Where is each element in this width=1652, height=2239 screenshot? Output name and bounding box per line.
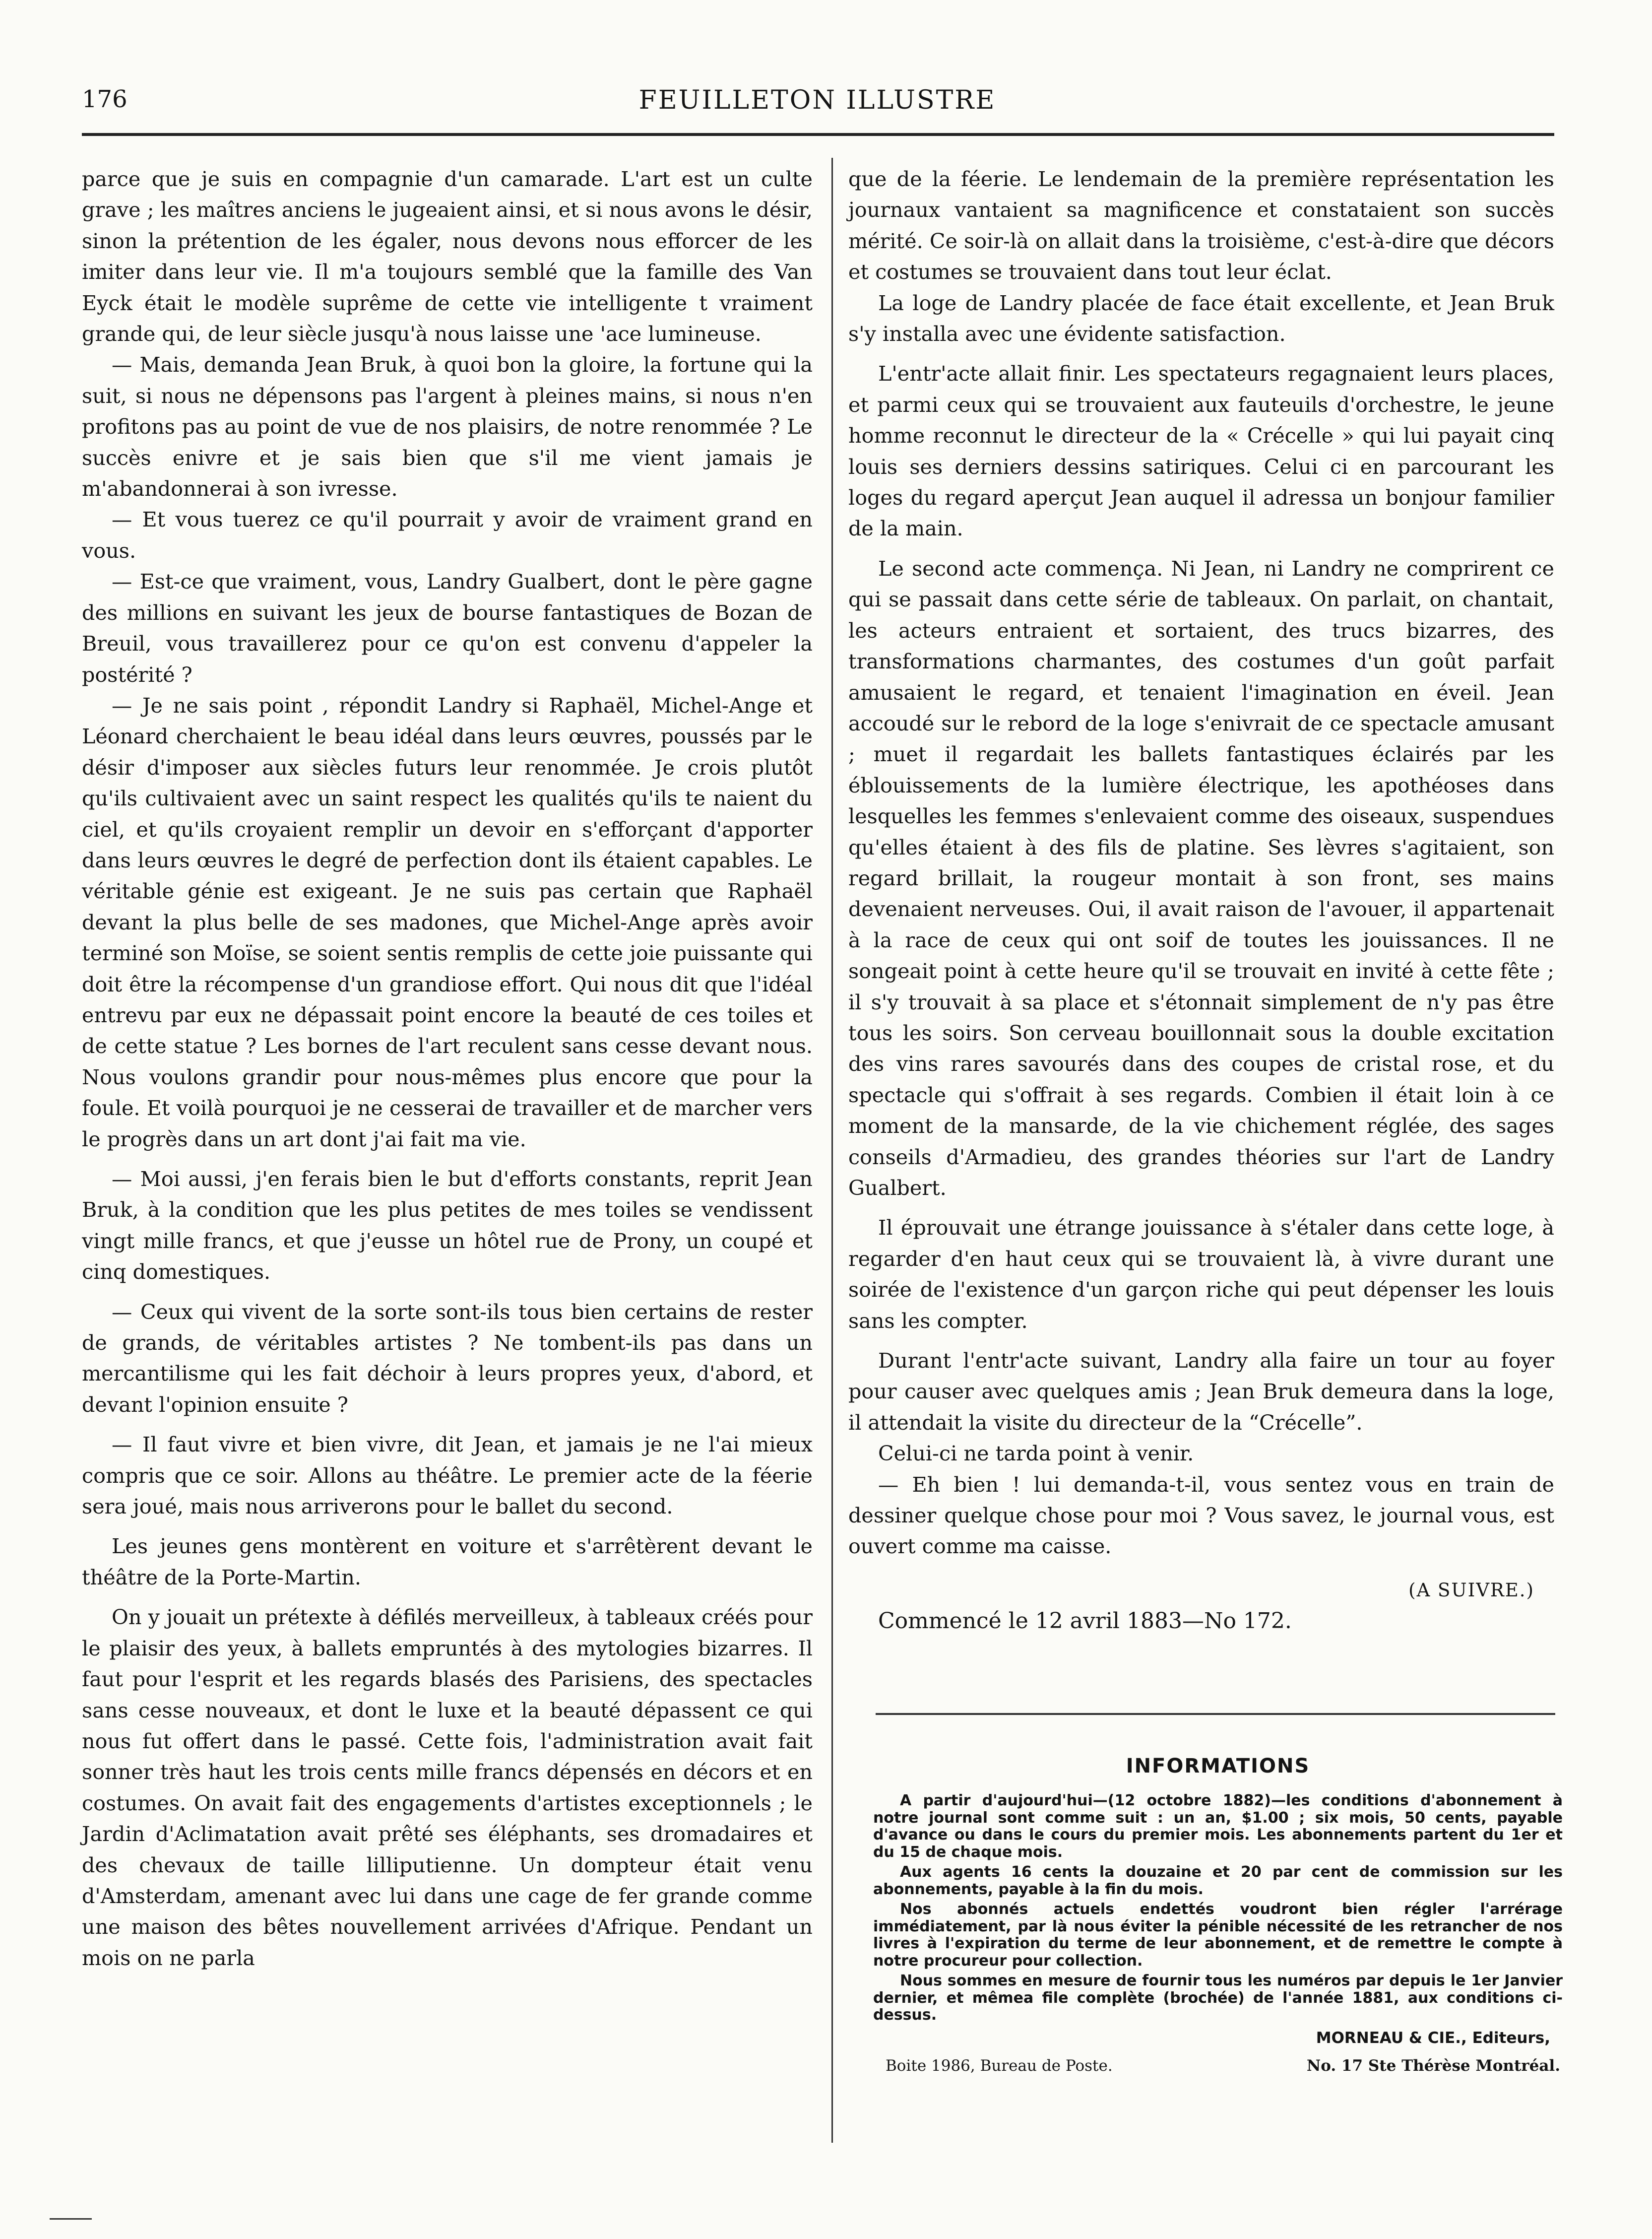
street-address: No. 17 Ste Thérèse Montréal. xyxy=(1306,2056,1560,2075)
paragraph: Celui-ci ne tarda point à venir. xyxy=(878,1442,1194,1466)
paragraph: Durant l'entr'acte suivant, Landry alla faire un tour au foyer pour causer avec quelques amis ; Jean Bruk demeura dans la loge, il attendait la visite du directeur de la “Crécelle”. xyxy=(848,1349,1554,1435)
paragraph: — Je ne sais point , répondit Landry si Raphaël, Michel-Ange et Léonard cherchaient le beau idéal dans leurs œuvres, poussés par le désir d'imposer aux siècles futurs leur renommée. Je crois plutôt qu'ils cultivaient avec un saint respect les qualités qu'ils te naient du ciel, et qu'ils croyaient remplir un devoir en s'efforçant d'apporter dans leurs œuvres le degré de perfection dont ils étaient capables. Le véritable génie est exigeant. Je ne suis pas certain que Raphaël devant la plus belle de ses madones, que Michel-Ange après avoir terminé son Moïse, se soient sentis remplis de cette joie puissante qui doit être la récompense d'un grandiose effort. Qui nous dit que l'idéal entrevu par eux ne dépassait point encore la beauté de ces toiles et de cette statue ? Les bornes de l'art reculent sans cesse devant nous. Nous voulons grandir pour nous-mêmes plus encore que pour la foule. Et voilà pourquoi je ne cesserai de travailler et de marcher vers le progrès dans un art dont j'ai fait ma vie. xyxy=(82,693,813,1151)
page-number: 176 xyxy=(82,85,127,113)
informations-title: INFORMATIONS xyxy=(1126,1755,1310,1778)
address-footer xyxy=(873,2057,1563,2075)
column-divider xyxy=(831,158,833,2143)
left-column xyxy=(82,164,813,1974)
info-paragraph: Aux agents 16 cents la douzaine et 20 par cent de commission sur les abonnements, payable à la fin du mois. xyxy=(873,1863,1563,1898)
started-note: Commencé le 12 avril 1883—No 172. xyxy=(878,1608,1292,1634)
info-paragraph: Nos abonnés actuels endettés voudront bien régler l'arrérage immédiatement, par là nous éviter la pénible nécessité de les retrancher de nos livres à l'expiration du terme de leur abonnement, et de remettre le compte à notre procureur pour collection. xyxy=(873,1901,1563,1970)
paragraph: — Est-ce que vraiment, vous, Landry Gualbert, dont le père gagne des millions en suivant les jeux de bourse fantastiques de Bozan de Breuil, vous travaillerez pour ce qu'on est convenu d'appeler la postérité ? xyxy=(82,570,813,687)
paragraph: Les jeunes gens montèrent en voiture et s'arrêtèrent devant le théâtre de la Porte-Martin. xyxy=(82,1534,813,1589)
page-header xyxy=(82,85,1553,125)
header-rule xyxy=(82,133,1554,136)
paragraph: — Ceux qui vivent de la sorte sont-ils tous bien certains de rester de grands, de véritables artistes ? Ne tombent-ils pas dans un mercantilisme qui les fait déchoir à leurs propres yeux, d'abord, et devant l'opinion ensuite ? xyxy=(82,1300,813,1417)
paragraph: que de la féerie. Le lendemain de la première représentation les journaux vantaient sa magnificence et constataient son succès mérité. Ce soir-là on allait dans la troisième, c'est-à-dire que décors et costumes se trouvaient dans tout leur éclat. xyxy=(848,167,1554,284)
section-separator xyxy=(876,1713,1555,1715)
paragraph: parce que je suis en compagnie d'un camarade. L'art est un culte grave ; les maîtres anciens le jugeaient ainsi, et si nous avons le désir, sinon la prétention de les égaler, nous devons nous efforcer de les imiter dans leur vie. Il m'a toujours semblé que la famille des Van Eyck était le modèle suprême de cette vie intelligente t vraiment grande qui, de leur siècle jusqu'à nous laisse une 'ace lumineuse. xyxy=(82,167,813,346)
paragraph: La loge de Landry placée de face était excellente, et Jean Bruk s'y installa avec une évidente satisfaction. xyxy=(848,291,1554,346)
paragraph: On y jouait un prétexte à défilés merveilleux, à tableaux créés pour le plaisir des yeux, à ballets empruntés à des mytologies bizarres. Il faut pour l'esprit et les regards blasés des Parisiens, des spectacles sans cesse nouveaux, et dont le luxe et la beauté dépassent ce qui nous fut offert dans le passé. Cette fois, l'administration avait fait sonner très haut les trois cents mille francs dépensés en décors et en costumes. On avait fait des engagements d'artistes exceptionnels ; le Jardin d'Aclimatation avait prêté ses éléphants, ses dromadaires et des chevaux de taille lilliputienne. Un dompteur était venu d'Amsterdam, amenant avec lui dans une cage de fer grande comme une maison des bêtes nouvellement arrivées d'Afrique. Pendant un mois on ne parla xyxy=(82,1605,813,1970)
postal-box: Boite 1986, Bureau de Poste. xyxy=(886,2056,1113,2075)
paragraph: Il éprouvait une étrange jouissance à s'étaler dans cette loge, à regarder d'en haut ceux qui se trouvaient là, à vivre durant une soirée de l'existence d'un garçon riche qui peut dépenser les louis sans les compter. xyxy=(848,1216,1554,1333)
paragraph: — Moi aussi, j'en ferais bien le but d'efforts constants, reprit Jean Bruk, à la condition que les plus petites de mes toiles se vendissent vingt mille francs, et que j'eusse un hôtel rue de Prony, un coupé et cinq domestiques. xyxy=(82,1167,813,1284)
info-paragraph: A partir d'aujourd'hui—(12 octobre 1882)—les conditions d'abonnement à notre journal sont comme suit : un an, $1.00 ; six mois, 50 cents, payable d'avance ou dans le cours du premier mois. Les abonnements partent du 1er et du 15 de chaque mois. xyxy=(873,1792,1563,1861)
paragraph: — Eh bien ! lui demanda-t-il, vous sentez vous en train de dessiner quelque chose pour moi ? Vous savez, le journal vous, est ouvert comme ma caisse. xyxy=(848,1472,1554,1559)
right-column xyxy=(848,164,1554,1637)
to-be-continued: (A SUIVRE.) xyxy=(1408,1579,1534,1601)
paragraph: L'entr'acte allait finir. Les spectateurs regagnaient leurs places, et parmi ceux qui se trouvaient aux fauteuils d'orchestre, le jeune homme reconnut le directeur de la « Crécelle » qui lui payait cinq louis ses derniers dessins satiriques. Celui ci en parcourant les loges du regard aperçut Jean auquel il adressa un bonjour familier de la main. xyxy=(848,362,1554,541)
info-paragraph: Nous sommes en mesure de fournir tous les numéros par depuis le 1er Janvier dernier, et mêmea file complète (brochée) de l'année 1881, aux conditions ci-dessus. xyxy=(873,1972,1563,2024)
publication-title: FEUILLETON ILLUSTRE xyxy=(638,85,996,115)
paragraph: — Il faut vivre et bien vivre, dit Jean, et jamais je ne l'ai mieux compris que ce soir. Allons au théâtre. Le premier acte de la féerie sera joué, mais nous arriverons pour le ballet du second. xyxy=(82,1433,813,1519)
paragraph: — Mais, demanda Jean Bruk, à quoi bon la gloire, la fortune qui la suit, si nous ne dépensons pas l'argent à pleines mains, si nous n'en profitons pas au point de vue de nos plaisirs, de notre renommée ? Le succès enivre et je sais bien que s'il me vient jamais je m'abandonnerai à son ivresse. xyxy=(82,353,813,501)
corner-mark xyxy=(50,2218,92,2220)
informations-box xyxy=(873,1755,1563,2075)
publisher: MORNEAU & CIE., Editeurs, xyxy=(1316,2029,1550,2047)
paragraph: Le second acte commença. Ni Jean, ni Landry ne comprirent ce qui se passait dans cette série de tableaux. On parlait, on chantait, les acteurs entraient et sortaient, des trucs bizarres, des transformations charmantes, des costumes d'un goût parfait amusaient le regard, et tenaient l'imagination en éveil. Jean accoudé sur le rebord de la loge s'enivrait de ce spectacle amusant ; muet il regardait les ballets fantastiques éclairés par les éblouissements de la lumière électrique, les apothéoses dans lesquelles les femmes s'enlevaient comme des oiseaux, suspendues qu'elles étaient à des fils de platine. Ses lèvres s'agitaient, son regard brillait, la rougeur montait à son front, ses mains devenaient nerveuses. Oui, il avait raison de l'avouer, il appartenait à la race de ceux qui ont soif de toutes les jouissances. Il ne songeait point à cette heure qu'il se trouvait en invité à cette fête ; il s'y trouvait à sa place et s'étonnait simplement de n'y pas être tous les soirs. Son cerveau bouillonnait sous la double excitation des vins rares savourés dans des coupes de cristal rose, et du spectacle qui s'offrait à ses regards. Combien il était loin à ce moment de la mansarde, de la vie chichement réglée, des sages conseils d'Armadieu, des grandes théories sur l'art de Landry Gualbert. xyxy=(848,556,1554,1200)
paragraph: — Et vous tuerez ce qu'il pourrait y avoir de vraiment grand en vous. xyxy=(82,508,813,563)
